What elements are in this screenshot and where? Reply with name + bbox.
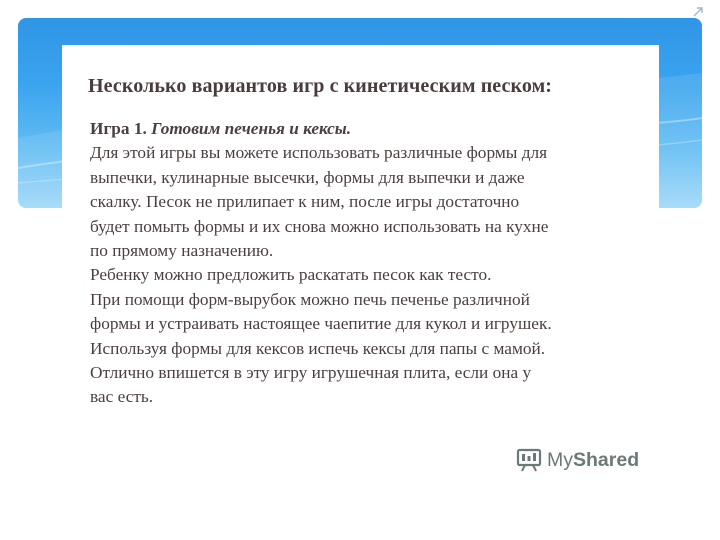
body-line: выпечки, кулинарные высечки, формы для выпечки и даже bbox=[90, 167, 525, 187]
body-line: по прямому назначению. bbox=[90, 241, 274, 261]
game-heading bbox=[90, 117, 650, 141]
myshared-logo-icon bbox=[516, 447, 542, 473]
body-line: скалку. Песок не прилипает к ним, после игры достаточно bbox=[90, 192, 520, 212]
body-line: вас есть. bbox=[90, 387, 154, 407]
content-panel bbox=[62, 45, 659, 540]
watermark-text-my: My bbox=[547, 448, 573, 471]
corner-arrow-icon bbox=[690, 4, 706, 20]
body-line: Ребенку можно предложить раскатать песок как тесто. bbox=[90, 265, 492, 285]
slide-body bbox=[90, 117, 650, 410]
game-label: Игра 1. bbox=[90, 119, 147, 138]
body-line: будет помыть формы и их снова можно использовать на кухне bbox=[90, 216, 549, 236]
game-subtitle: Готовим печенья и кексы. bbox=[151, 119, 352, 138]
myshared-watermark bbox=[516, 447, 639, 473]
body-line: Отлично впишется в эту игру игрушечная плита, если она у bbox=[90, 363, 532, 383]
body-line: формы и устраивать настоящее чаепитие для кукол и игрушек. bbox=[90, 314, 552, 334]
body-line: Для этой игры вы можете использовать различные формы для bbox=[90, 143, 548, 163]
watermark-text-shared: Shared bbox=[573, 448, 640, 471]
body-line: Используя формы для кексов испечь кексы для папы с мамой. bbox=[90, 338, 546, 358]
slide-title: Несколько вариантов игр с кинетическим песком: bbox=[88, 75, 553, 97]
watermark-text bbox=[547, 449, 639, 472]
body-line: При помощи форм-вырубок можно печь печенье различной bbox=[90, 289, 530, 309]
